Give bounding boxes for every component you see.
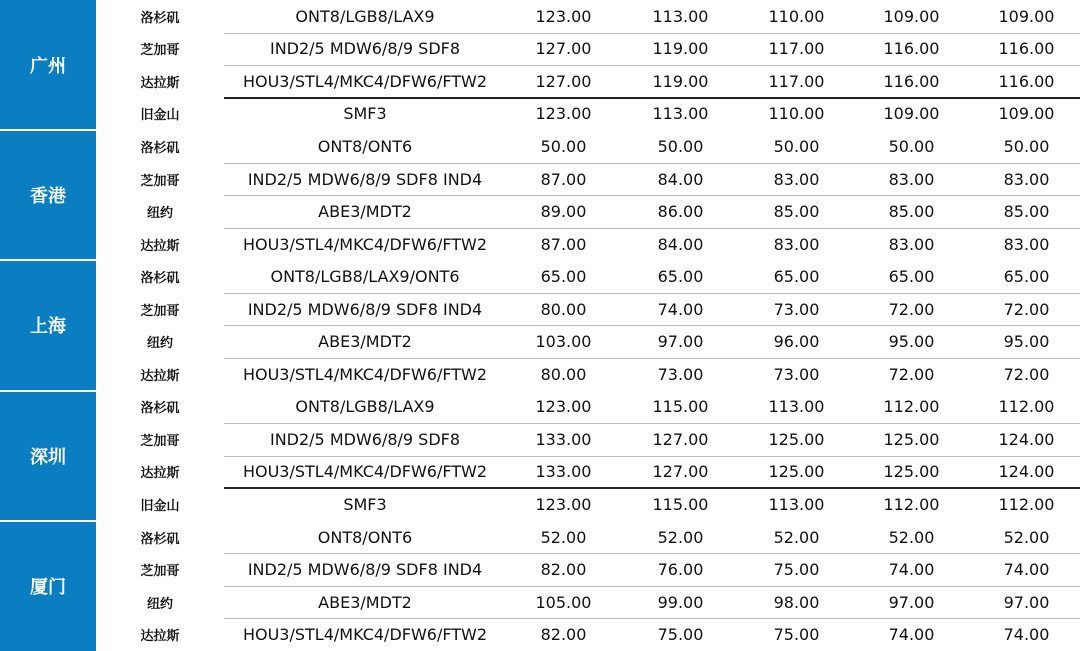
price-cell: 65.00 [657,267,704,287]
table-row [96,325,1080,358]
price-cell: 112.00 [883,495,940,514]
warehouse-codes: ONT8/ONT6 [317,136,413,156]
price-cell: 65.00 [540,267,587,287]
table-row [96,33,1080,66]
price-cell: 75.00 [773,560,820,580]
origin-cell: 广州 [0,0,96,130]
destination-city: 芝加哥 [140,433,180,449]
table-row [96,228,1080,261]
price-cell: 133.00 [535,462,592,482]
price-cell: 52.00 [540,527,587,547]
table-row [96,586,1080,619]
price-cell: 74.00 [657,299,704,319]
warehouse-codes: SMF3 [343,495,387,514]
destination-city: 达拉斯 [140,238,180,254]
price-cell: 97.00 [1003,592,1050,612]
destination-city: 洛杉矶 [140,531,180,547]
table-row [96,163,1080,196]
price-cell: 87.00 [540,234,587,254]
table-row [96,260,1080,293]
price-cell: 83.00 [773,169,820,189]
destination-city: 芝加哥 [140,43,180,59]
price-cell: 95.00 [1003,332,1050,352]
table-row [96,98,1080,131]
destination-city: 洛杉矶 [140,401,180,417]
warehouse-codes: ONT8/LGB8/LAX9/ONT6 [270,267,460,287]
price-cell: 75.00 [773,625,820,645]
destination-city: 洛杉矶 [140,140,180,156]
price-cell: 50.00 [773,136,820,156]
price-cell: 113.00 [652,104,709,124]
destination-city: 旧金山 [140,108,180,124]
price-cell: 74.00 [1003,560,1050,580]
price-cell: 52.00 [657,527,704,547]
destination-city: 旧金山 [140,499,180,514]
price-cell: 95.00 [888,332,935,352]
warehouse-codes: IND2/5 MDW6/8/9 SDF8 IND4 [247,299,483,319]
price-cell: 82.00 [540,560,587,580]
origin-separator [0,390,96,392]
warehouse-codes: IND2/5 MDW6/8/9 SDF8 IND4 [247,169,483,189]
price-cell: 109.00 [883,6,940,26]
destination-city: 达拉斯 [140,629,180,645]
table-row [96,456,1080,489]
price-cell: 113.00 [652,6,709,26]
price-cell: 50.00 [1003,136,1050,156]
price-cell: 112.00 [998,397,1055,417]
price-cell: 74.00 [888,560,935,580]
price-cell: 65.00 [1003,267,1050,287]
price-cell: 74.00 [1003,625,1050,645]
price-cell: 73.00 [773,364,820,384]
price-cell: 127.00 [535,71,592,91]
price-cell: 123.00 [535,104,592,124]
table-row [96,488,1080,521]
warehouse-codes: ABE3/MDT2 [318,332,412,352]
price-cell: 72.00 [888,299,935,319]
origin-cell: 上海 [0,260,96,390]
price-cell: 85.00 [1003,202,1050,222]
origin-separator [0,259,96,261]
price-cell: 125.00 [883,429,940,449]
price-cell: 82.00 [540,625,587,645]
price-cell: 125.00 [768,429,825,449]
warehouse-codes: ABE3/MDT2 [318,202,412,222]
price-cell: 123.00 [535,6,592,26]
price-cell: 97.00 [888,592,935,612]
warehouse-codes: HOU3/STL4/MKC4/DFW6/FTW2 [242,234,488,254]
price-cell: 124.00 [998,429,1055,449]
price-cell: 83.00 [888,234,935,254]
price-cell: 110.00 [768,6,825,26]
price-cell: 73.00 [657,364,704,384]
price-cell: 113.00 [768,495,825,514]
price-cell: 50.00 [888,136,935,156]
price-cell: 127.00 [652,462,709,482]
warehouse-codes: ONT8/ONT6 [317,527,413,547]
warehouse-codes: HOU3/STL4/MKC4/DFW6/FTW2 [242,71,488,91]
price-cell: 83.00 [1003,234,1050,254]
price-cell: 103.00 [535,332,592,352]
warehouse-codes: SMF3 [343,104,387,124]
price-cell: 65.00 [888,267,935,287]
price-cell: 97.00 [657,332,704,352]
destination-city: 纽约 [146,596,173,612]
price-cell: 72.00 [1003,364,1050,384]
price-cell: 116.00 [998,39,1055,59]
price-cell: 72.00 [1003,299,1050,319]
table-row [96,391,1080,424]
price-cell: 116.00 [883,71,940,91]
destination-city: 达拉斯 [140,368,180,384]
price-cell: 65.00 [773,267,820,287]
warehouse-codes: ABE3/MDT2 [318,592,412,612]
price-cell: 72.00 [888,364,935,384]
table-row [96,130,1080,163]
table-row [96,195,1080,228]
destination-city: 洛杉矶 [140,271,180,287]
origin-group [0,521,1080,651]
price-cell: 74.00 [888,625,935,645]
destination-city: 芝加哥 [140,303,180,319]
price-cell: 109.00 [998,6,1055,26]
price-cell: 127.00 [535,39,592,59]
destination-city: 芝加哥 [140,564,180,580]
table-row [96,65,1080,98]
origin-separator [0,520,96,522]
price-cell: 125.00 [768,462,825,482]
destination-city: 纽约 [146,206,173,222]
table-row [96,521,1080,554]
price-cell: 115.00 [652,495,709,514]
price-cell: 123.00 [535,397,592,417]
origin-group [0,0,1080,130]
price-cell: 84.00 [657,169,704,189]
price-cell: 73.00 [773,299,820,319]
price-cell: 83.00 [773,234,820,254]
price-cell: 50.00 [657,136,704,156]
price-cell: 113.00 [768,397,825,417]
price-cell: 109.00 [883,104,940,124]
destination-city: 达拉斯 [140,466,180,482]
price-cell: 80.00 [540,364,587,384]
warehouse-codes: HOU3/STL4/MKC4/DFW6/FTW2 [242,462,488,482]
price-cell: 96.00 [773,332,820,352]
price-cell: 125.00 [883,462,940,482]
price-cell: 133.00 [535,429,592,449]
table-row [96,0,1080,33]
price-cell: 123.00 [535,495,592,514]
price-cell: 76.00 [657,560,704,580]
price-cell: 52.00 [888,527,935,547]
price-cell: 116.00 [883,39,940,59]
origin-separator [0,129,96,131]
price-cell: 83.00 [888,169,935,189]
price-cell: 84.00 [657,234,704,254]
destination-city: 芝加哥 [140,173,180,189]
price-cell: 112.00 [998,495,1055,514]
price-cell: 80.00 [540,299,587,319]
price-cell: 119.00 [652,71,709,91]
destination-city: 达拉斯 [140,75,180,91]
price-cell: 75.00 [657,625,704,645]
origin-cell: 厦门 [0,521,96,651]
warehouse-codes: IND2/5 MDW6/8/9 SDF8 [269,429,461,449]
price-cell: 110.00 [768,104,825,124]
table-row [96,618,1080,651]
price-cell: 85.00 [888,202,935,222]
table-row [96,358,1080,391]
price-cell: 52.00 [773,527,820,547]
price-cell: 124.00 [998,462,1055,482]
price-cell: 109.00 [998,104,1055,124]
price-cell: 116.00 [998,71,1055,91]
warehouse-codes: ONT8/LGB8/LAX9 [295,6,435,26]
origin-cell: 香港 [0,130,96,260]
warehouse-codes: IND2/5 MDW6/8/9 SDF8 [269,39,461,59]
price-cell: 112.00 [883,397,940,417]
price-cell: 52.00 [1003,527,1050,547]
origin-group [0,130,1080,260]
warehouse-codes: ONT8/LGB8/LAX9 [295,397,435,417]
table-row [96,293,1080,326]
destination-city: 纽约 [146,336,173,352]
origin-cell: 深圳 [0,391,96,521]
destination-city: 洛杉矶 [140,10,180,26]
price-cell: 83.00 [1003,169,1050,189]
price-cell: 87.00 [540,169,587,189]
origin-group [0,260,1080,390]
price-cell: 117.00 [768,71,825,91]
table-row [96,423,1080,456]
warehouse-codes: HOU3/STL4/MKC4/DFW6/FTW2 [242,364,488,384]
price-cell: 50.00 [540,136,587,156]
price-cell: 119.00 [652,39,709,59]
price-cell: 85.00 [773,202,820,222]
price-cell: 115.00 [652,397,709,417]
origin-group [0,391,1080,521]
warehouse-codes: HOU3/STL4/MKC4/DFW6/FTW2 [242,625,488,645]
price-cell: 127.00 [652,429,709,449]
price-cell: 86.00 [657,202,704,222]
price-cell: 105.00 [535,592,592,612]
table-row [96,553,1080,586]
price-cell: 89.00 [540,202,587,222]
warehouse-codes: IND2/5 MDW6/8/9 SDF8 IND4 [247,560,483,580]
price-cell: 117.00 [768,39,825,59]
price-cell: 99.00 [657,592,704,612]
price-cell: 98.00 [773,592,820,612]
